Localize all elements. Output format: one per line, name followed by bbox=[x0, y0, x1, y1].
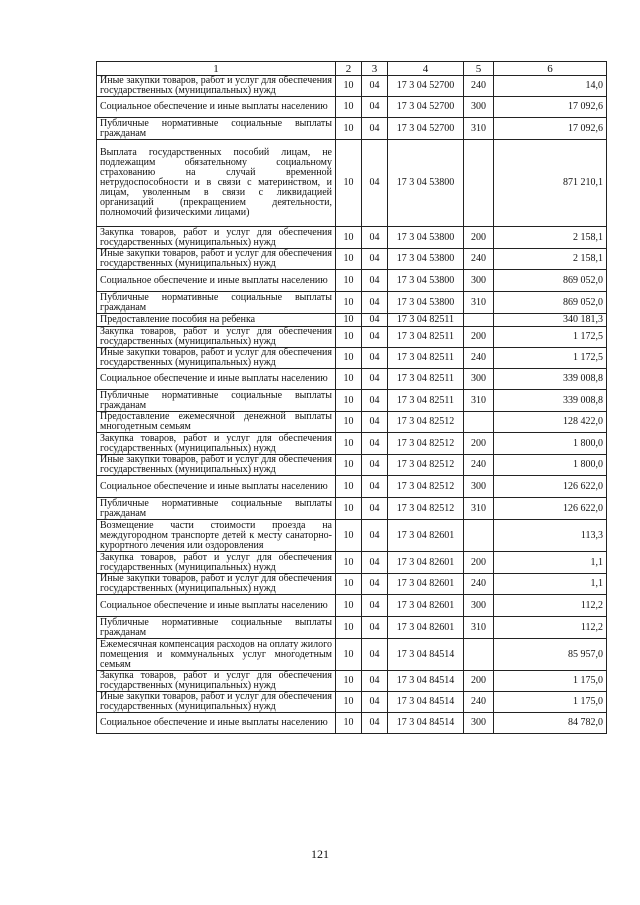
table-row bbox=[97, 97, 607, 118]
row-description: Публичные нормативные социальные выплаты гражданам bbox=[97, 617, 336, 639]
header-col-4: 4 bbox=[388, 62, 464, 76]
row-description: Социальное обеспечение и иные выплаты населению bbox=[97, 476, 336, 498]
table-row bbox=[97, 552, 607, 574]
row-subsection: 04 bbox=[362, 552, 388, 574]
row-expense-type: 200 bbox=[464, 433, 494, 455]
row-target-article: 17 3 04 82601 bbox=[388, 617, 464, 639]
row-target-article: 17 3 04 53800 bbox=[388, 249, 464, 270]
row-target-article: 17 3 04 82512 bbox=[388, 433, 464, 455]
row-subsection: 04 bbox=[362, 249, 388, 270]
row-subsection: 04 bbox=[362, 327, 388, 348]
row-target-article: 17 3 04 52700 bbox=[388, 97, 464, 118]
row-target-article: 17 3 04 82512 bbox=[388, 476, 464, 498]
row-section: 10 bbox=[336, 595, 362, 617]
row-description: Публичные нормативные социальные выплаты гражданам bbox=[97, 118, 336, 140]
table-row bbox=[97, 270, 607, 292]
table-row bbox=[97, 227, 607, 249]
row-section: 10 bbox=[336, 227, 362, 249]
row-description: Публичные нормативные социальные выплаты гражданам bbox=[97, 292, 336, 314]
row-amount: 1 175,0 bbox=[494, 692, 607, 713]
table-row bbox=[97, 455, 607, 476]
row-target-article: 17 3 04 82512 bbox=[388, 412, 464, 433]
row-section: 10 bbox=[336, 574, 362, 595]
row-description: Социальное обеспечение и иные выплаты населению bbox=[97, 713, 336, 734]
row-target-article: 17 3 04 84514 bbox=[388, 713, 464, 734]
row-section: 10 bbox=[336, 639, 362, 671]
row-amount: 1 800,0 bbox=[494, 433, 607, 455]
row-amount: 1 175,0 bbox=[494, 671, 607, 692]
row-expense-type: 240 bbox=[464, 692, 494, 713]
row-amount: 339 008,8 bbox=[494, 390, 607, 412]
row-expense-type: 310 bbox=[464, 617, 494, 639]
row-subsection: 04 bbox=[362, 713, 388, 734]
row-subsection: 04 bbox=[362, 520, 388, 552]
row-amount: 2 158,1 bbox=[494, 249, 607, 270]
row-section: 10 bbox=[336, 552, 362, 574]
row-subsection: 04 bbox=[362, 476, 388, 498]
row-expense-type: 300 bbox=[464, 270, 494, 292]
row-subsection: 04 bbox=[362, 369, 388, 390]
row-subsection: 04 bbox=[362, 292, 388, 314]
table-row bbox=[97, 671, 607, 692]
row-target-article: 17 3 04 53800 bbox=[388, 227, 464, 249]
row-amount: 113,3 bbox=[494, 520, 607, 552]
row-section: 10 bbox=[336, 498, 362, 520]
row-description: Социальное обеспечение и иные выплаты населению bbox=[97, 270, 336, 292]
row-subsection: 04 bbox=[362, 595, 388, 617]
row-expense-type: 240 bbox=[464, 249, 494, 270]
row-description: Закупка товаров, работ и услуг для обеспечения государственных (муниципальных) нужд bbox=[97, 227, 336, 249]
row-expense-type: 240 bbox=[464, 76, 494, 97]
row-expense-type: 200 bbox=[464, 671, 494, 692]
row-expense-type: 300 bbox=[464, 369, 494, 390]
row-expense-type bbox=[464, 520, 494, 552]
header-col-2: 2 bbox=[336, 62, 362, 76]
row-description: Выплата государственных пособий лицам, не подлежащим обязательному социальному страхованию на случай временной нетрудоспособности и в связи с материнством, и лицам, уволенным в связи с ликвидацией организаций (прекращением деятельности, полномочий физическими лицами) bbox=[97, 140, 336, 227]
row-description: Социальное обеспечение и иные выплаты населению bbox=[97, 595, 336, 617]
row-subsection: 04 bbox=[362, 498, 388, 520]
row-section: 10 bbox=[336, 433, 362, 455]
row-expense-type bbox=[464, 412, 494, 433]
table-row bbox=[97, 476, 607, 498]
table-row bbox=[97, 369, 607, 390]
row-subsection: 04 bbox=[362, 390, 388, 412]
table-row bbox=[97, 348, 607, 369]
row-expense-type: 300 bbox=[464, 97, 494, 118]
row-section: 10 bbox=[336, 76, 362, 97]
row-subsection: 04 bbox=[362, 314, 388, 327]
table-row bbox=[97, 639, 607, 671]
row-subsection: 04 bbox=[362, 639, 388, 671]
row-amount: 84 782,0 bbox=[494, 713, 607, 734]
row-expense-type bbox=[464, 314, 494, 327]
table-row bbox=[97, 617, 607, 639]
table-row bbox=[97, 498, 607, 520]
header-col-3: 3 bbox=[362, 62, 388, 76]
row-subsection: 04 bbox=[362, 227, 388, 249]
table-row bbox=[97, 314, 607, 327]
row-amount: 112,2 bbox=[494, 595, 607, 617]
table-row bbox=[97, 140, 607, 227]
row-description: Закупка товаров, работ и услуг для обеспечения государственных (муниципальных) нужд bbox=[97, 552, 336, 574]
row-section: 10 bbox=[336, 97, 362, 118]
row-target-article: 17 3 04 53800 bbox=[388, 140, 464, 227]
row-expense-type: 200 bbox=[464, 227, 494, 249]
row-target-article: 17 3 04 82511 bbox=[388, 314, 464, 327]
table-row bbox=[97, 292, 607, 314]
row-subsection: 04 bbox=[362, 76, 388, 97]
header-col-6: 6 bbox=[494, 62, 607, 76]
page-number: 121 bbox=[311, 847, 329, 861]
row-section: 10 bbox=[336, 327, 362, 348]
row-expense-type: 200 bbox=[464, 327, 494, 348]
row-description: Предоставление ежемесячной денежной выплаты многодетным семьям bbox=[97, 412, 336, 433]
row-target-article: 17 3 04 82601 bbox=[388, 552, 464, 574]
row-target-article: 17 3 04 82511 bbox=[388, 390, 464, 412]
row-description: Иные закупки товаров, работ и услуг для обеспечения государственных (муниципальных) нужд bbox=[97, 348, 336, 369]
table-body bbox=[97, 76, 607, 734]
row-amount: 126 622,0 bbox=[494, 476, 607, 498]
table-row bbox=[97, 713, 607, 734]
row-section: 10 bbox=[336, 118, 362, 140]
budget-table bbox=[96, 61, 607, 734]
row-subsection: 04 bbox=[362, 617, 388, 639]
row-amount: 112,2 bbox=[494, 617, 607, 639]
row-target-article: 17 3 04 82601 bbox=[388, 574, 464, 595]
row-section: 10 bbox=[336, 713, 362, 734]
row-subsection: 04 bbox=[362, 692, 388, 713]
row-description: Иные закупки товаров, работ и услуг для обеспечения государственных (муниципальных) нужд bbox=[97, 455, 336, 476]
row-expense-type: 310 bbox=[464, 292, 494, 314]
table-row bbox=[97, 118, 607, 140]
row-amount: 1 172,5 bbox=[494, 348, 607, 369]
row-amount: 128 422,0 bbox=[494, 412, 607, 433]
row-target-article: 17 3 04 52700 bbox=[388, 118, 464, 140]
row-amount: 869 052,0 bbox=[494, 292, 607, 314]
row-section: 10 bbox=[336, 140, 362, 227]
row-section: 10 bbox=[336, 249, 362, 270]
row-description: Социальное обеспечение и иные выплаты населению bbox=[97, 369, 336, 390]
row-amount: 85 957,0 bbox=[494, 639, 607, 671]
row-description: Иные закупки товаров, работ и услуг для обеспечения государственных (муниципальных) нужд bbox=[97, 76, 336, 97]
row-target-article: 17 3 04 82512 bbox=[388, 455, 464, 476]
row-description: Закупка товаров, работ и услуг для обеспечения государственных (муниципальных) нужд bbox=[97, 433, 336, 455]
table-row bbox=[97, 595, 607, 617]
row-description: Возмещение части стоимости проезда на междугородном транспорте детей к месту санаторно-курортного лечения или оздоровления bbox=[97, 520, 336, 552]
row-target-article: 17 3 04 82511 bbox=[388, 327, 464, 348]
table-row bbox=[97, 574, 607, 595]
row-target-article: 17 3 04 84514 bbox=[388, 692, 464, 713]
row-section: 10 bbox=[336, 455, 362, 476]
row-target-article: 17 3 04 82601 bbox=[388, 595, 464, 617]
row-section: 10 bbox=[336, 314, 362, 327]
row-description: Закупка товаров, работ и услуг для обеспечения государственных (муниципальных) нужд bbox=[97, 671, 336, 692]
table-row bbox=[97, 520, 607, 552]
row-expense-type: 240 bbox=[464, 455, 494, 476]
row-description: Предоставление пособия на ребенка bbox=[97, 314, 336, 327]
row-description: Публичные нормативные социальные выплаты гражданам bbox=[97, 498, 336, 520]
row-expense-type: 310 bbox=[464, 118, 494, 140]
row-amount: 340 181,3 bbox=[494, 314, 607, 327]
header-col-1: 1 bbox=[97, 62, 336, 76]
row-subsection: 04 bbox=[362, 455, 388, 476]
table-row bbox=[97, 390, 607, 412]
row-expense-type: 300 bbox=[464, 713, 494, 734]
row-section: 10 bbox=[336, 617, 362, 639]
row-description: Иные закупки товаров, работ и услуг для обеспечения государственных (муниципальных) нужд bbox=[97, 574, 336, 595]
row-description: Закупка товаров, работ и услуг для обеспечения государственных (муниципальных) нужд bbox=[97, 327, 336, 348]
row-expense-type: 310 bbox=[464, 498, 494, 520]
row-section: 10 bbox=[336, 476, 362, 498]
table-row bbox=[97, 433, 607, 455]
row-section: 10 bbox=[336, 270, 362, 292]
row-amount: 17 092,6 bbox=[494, 97, 607, 118]
row-subsection: 04 bbox=[362, 348, 388, 369]
row-subsection: 04 bbox=[362, 140, 388, 227]
row-amount: 1 172,5 bbox=[494, 327, 607, 348]
row-expense-type bbox=[464, 140, 494, 227]
row-amount: 1 800,0 bbox=[494, 455, 607, 476]
row-amount: 871 210,1 bbox=[494, 140, 607, 227]
row-target-article: 17 3 04 53800 bbox=[388, 292, 464, 314]
row-subsection: 04 bbox=[362, 97, 388, 118]
row-subsection: 04 bbox=[362, 671, 388, 692]
row-amount: 869 052,0 bbox=[494, 270, 607, 292]
row-amount: 126 622,0 bbox=[494, 498, 607, 520]
header-col-5: 5 bbox=[464, 62, 494, 76]
row-section: 10 bbox=[336, 292, 362, 314]
row-description: Публичные нормативные социальные выплаты гражданам bbox=[97, 390, 336, 412]
row-amount: 1,1 bbox=[494, 552, 607, 574]
row-section: 10 bbox=[336, 671, 362, 692]
row-description: Иные закупки товаров, работ и услуг для обеспечения государственных (муниципальных) нужд bbox=[97, 692, 336, 713]
row-description: Социальное обеспечение и иные выплаты населению bbox=[97, 97, 336, 118]
row-subsection: 04 bbox=[362, 118, 388, 140]
row-target-article: 17 3 04 82512 bbox=[388, 498, 464, 520]
row-amount: 17 092,6 bbox=[494, 118, 607, 140]
table-row bbox=[97, 412, 607, 433]
table-header-row bbox=[97, 62, 607, 76]
row-section: 10 bbox=[336, 369, 362, 390]
row-amount: 339 008,8 bbox=[494, 369, 607, 390]
row-target-article: 17 3 04 82511 bbox=[388, 348, 464, 369]
table-row bbox=[97, 692, 607, 713]
row-section: 10 bbox=[336, 348, 362, 369]
row-expense-type bbox=[464, 639, 494, 671]
row-target-article: 17 3 04 53800 bbox=[388, 270, 464, 292]
row-subsection: 04 bbox=[362, 270, 388, 292]
row-expense-type: 200 bbox=[464, 552, 494, 574]
row-target-article: 17 3 04 52700 bbox=[388, 76, 464, 97]
row-target-article: 17 3 04 82601 bbox=[388, 520, 464, 552]
row-expense-type: 310 bbox=[464, 390, 494, 412]
row-amount: 2 158,1 bbox=[494, 227, 607, 249]
row-section: 10 bbox=[336, 412, 362, 433]
row-expense-type: 300 bbox=[464, 595, 494, 617]
row-description: Ежемесячная компенсация расходов на оплату жилого помещения и коммунальных услуг многодетным семьям bbox=[97, 639, 336, 671]
row-section: 10 bbox=[336, 390, 362, 412]
row-section: 10 bbox=[336, 520, 362, 552]
table-row bbox=[97, 249, 607, 270]
row-amount: 1,1 bbox=[494, 574, 607, 595]
row-target-article: 17 3 04 84514 bbox=[388, 639, 464, 671]
row-expense-type: 240 bbox=[464, 348, 494, 369]
row-expense-type: 300 bbox=[464, 476, 494, 498]
row-amount: 14,0 bbox=[494, 76, 607, 97]
row-section: 10 bbox=[336, 692, 362, 713]
row-subsection: 04 bbox=[362, 574, 388, 595]
row-subsection: 04 bbox=[362, 412, 388, 433]
row-target-article: 17 3 04 82511 bbox=[388, 369, 464, 390]
row-subsection: 04 bbox=[362, 433, 388, 455]
table-row bbox=[97, 76, 607, 97]
table-row bbox=[97, 327, 607, 348]
row-expense-type: 240 bbox=[464, 574, 494, 595]
row-target-article: 17 3 04 84514 bbox=[388, 671, 464, 692]
row-description: Иные закупки товаров, работ и услуг для обеспечения государственных (муниципальных) нужд bbox=[97, 249, 336, 270]
